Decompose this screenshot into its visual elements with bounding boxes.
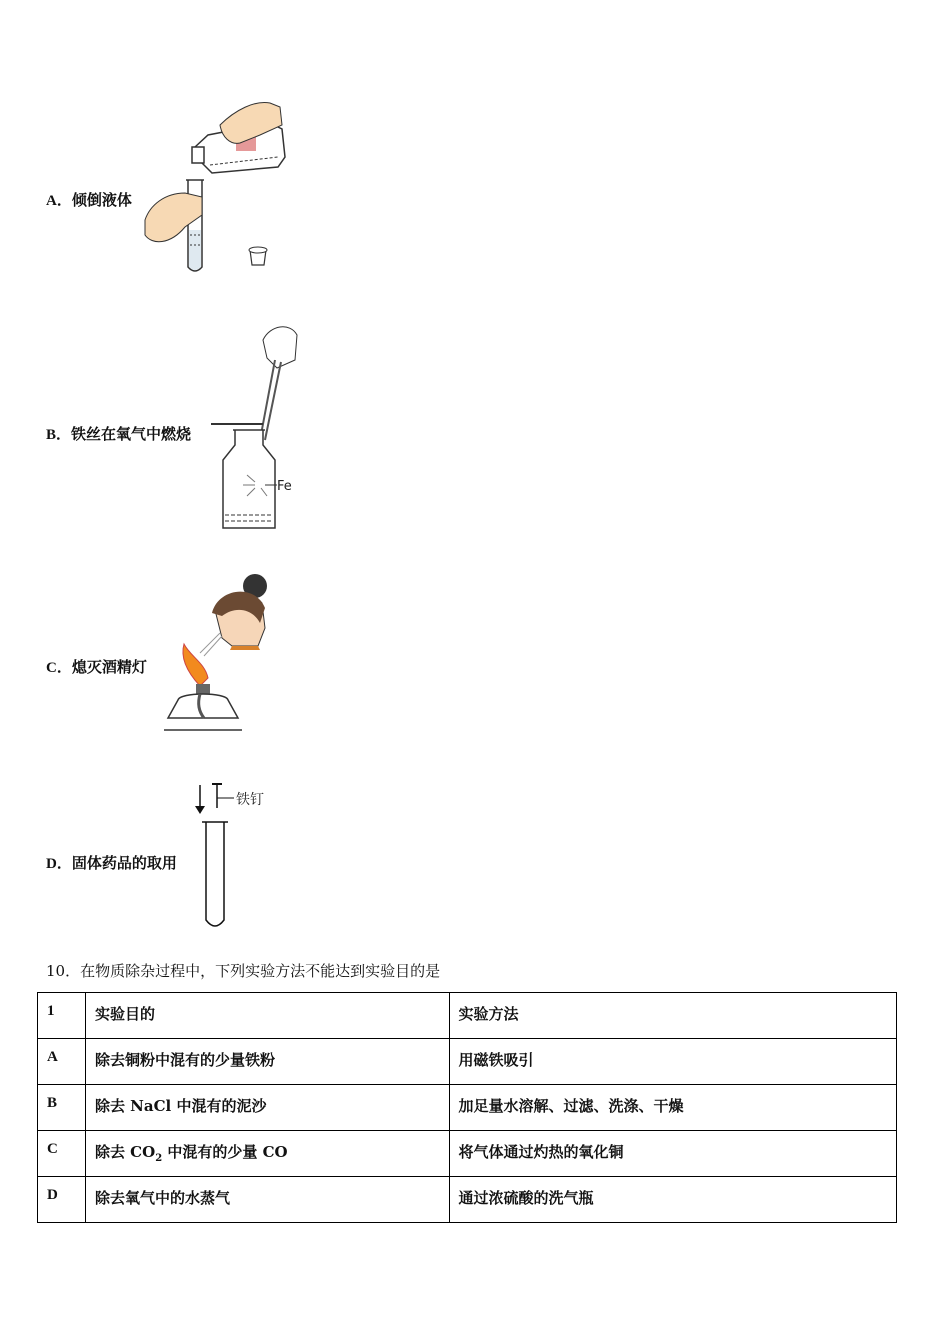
table-cell: C [38,1131,86,1177]
table-cell: B [38,1085,86,1131]
table-cell: 除去氧气中的水蒸气 [85,1177,449,1223]
table-row [38,1039,897,1085]
blowing-out-lamp-illustration [160,568,280,738]
table-cell: 用磁铁吸引 [449,1039,896,1085]
option-c-label: C．熄灭酒精灯 [46,658,147,676]
table-cell: 实验方法 [449,993,896,1039]
table-row [38,1085,897,1131]
table-row [38,1131,897,1177]
table-cell: 加足量水溶解、过滤、洗涤、干燥 [449,1085,896,1131]
purification-table [37,992,897,1223]
option-a-label: A．倾倒液体 [46,191,132,209]
option-d-label: D．固体药品的取用 [46,854,177,872]
table-header-row [38,993,897,1039]
iron-nail-label: 铁钉 [236,792,264,808]
alcohol-lamp-icon [164,684,242,730]
table-cell: 除去 $CO_2$ 中混有的少量 CO [85,1131,449,1177]
pouring-liquid-illustration [140,95,290,280]
gas-bottle-icon [223,430,275,528]
solid-reagent-illustration [190,780,290,935]
table-cell: 除去铜粉中混有的少量铁粉 [85,1039,449,1085]
table-cell: A [38,1039,86,1085]
fe-label: Fe [277,479,292,494]
table-cell: 除去 NaCl 中混有的泥沙 [85,1085,449,1131]
iron-nail-icon [212,784,234,808]
option-b-label: B．铁丝在氧气中燃烧 [46,425,192,443]
table-cell: D [38,1177,86,1223]
table-cell: 将气体通过灼热的氧化铜 [449,1131,896,1177]
table-cell: 实验目的 [85,993,449,1039]
table-cell: 通过浓硫酸的洗气瓶 [449,1177,896,1223]
question-10: 10．在物质除杂过程中，下列实验方法不能达到实验目的是 [46,962,441,980]
iron-burning-illustration [205,320,315,535]
test-tube-icon [202,822,228,926]
table-cell: 1 [38,993,86,1039]
table-row [38,1177,897,1223]
